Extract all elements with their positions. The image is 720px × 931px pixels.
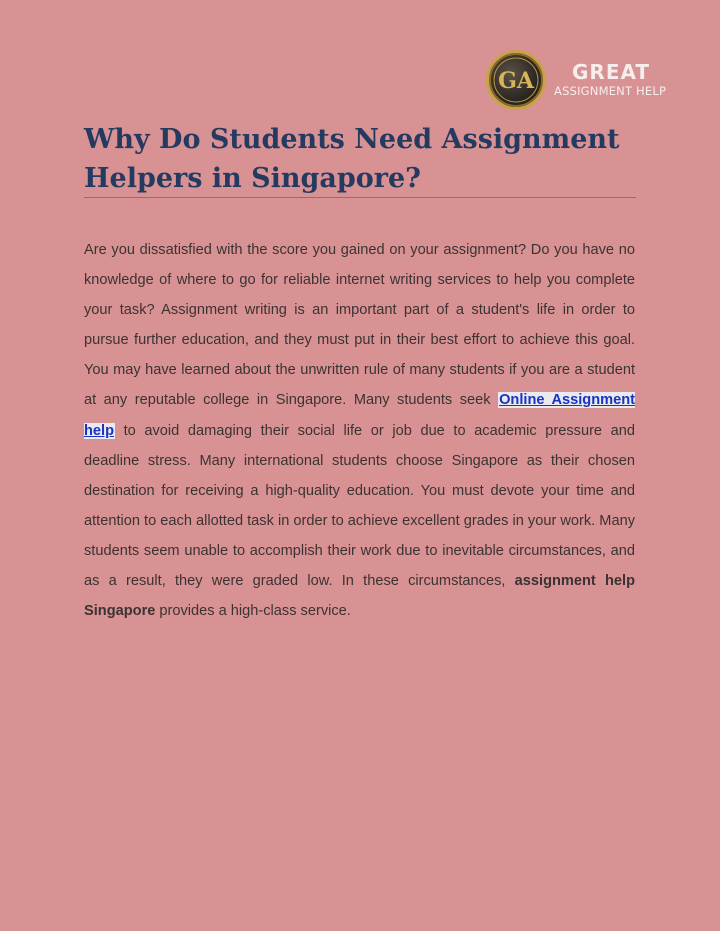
body-text-part2: to avoid damaging their social life or job due to academic pressure and deadline stress. Many international students choose Singapore as their chosen destination for receiving a high-quality education. You must devote your time and attention to each allotted task in order to achieve excellent grades in your work. Many students seem unable to accomplish their work due to inevitable circumstances, and as a result, they were graded low. In these circumstances, xyxy=(84,422,635,590)
logo-wordmark xyxy=(554,62,666,98)
logo-wordmark-line2: ASSIGNMENT HELP xyxy=(554,84,667,99)
body-paragraph xyxy=(84,235,635,626)
body-text-part1: Are you dissatisfied with the score you gained on your assignment? Do you have no knowledge of where to go for reliable internet writing services to help you complete your task? Assignment writing is an important part of a student's life in order to pursue further education, and they must put in their best effort to achieve this goal. You may have learned about the unwritten rule of many students if you are a student at any reputable college in Singapore. Many students seek xyxy=(84,242,635,409)
logo-wordmark-line1: GREAT xyxy=(572,60,651,85)
online-assignment-help-link[interactable]: Online Assignment help xyxy=(84,392,635,439)
assignment-help-singapore-emphasis: assignment help Singapore xyxy=(84,573,636,620)
page-title: Why Do Students Need Assignment Helpers in Singapore? xyxy=(84,124,620,194)
logo-emblem-letters: GA xyxy=(498,68,534,94)
title-underline-divider xyxy=(84,197,636,198)
logo-emblem-icon xyxy=(486,50,546,110)
body-text-part3: provides a high-class service. xyxy=(155,603,351,620)
brand-logo xyxy=(486,50,666,110)
logo-emblem-graphic xyxy=(489,53,543,107)
